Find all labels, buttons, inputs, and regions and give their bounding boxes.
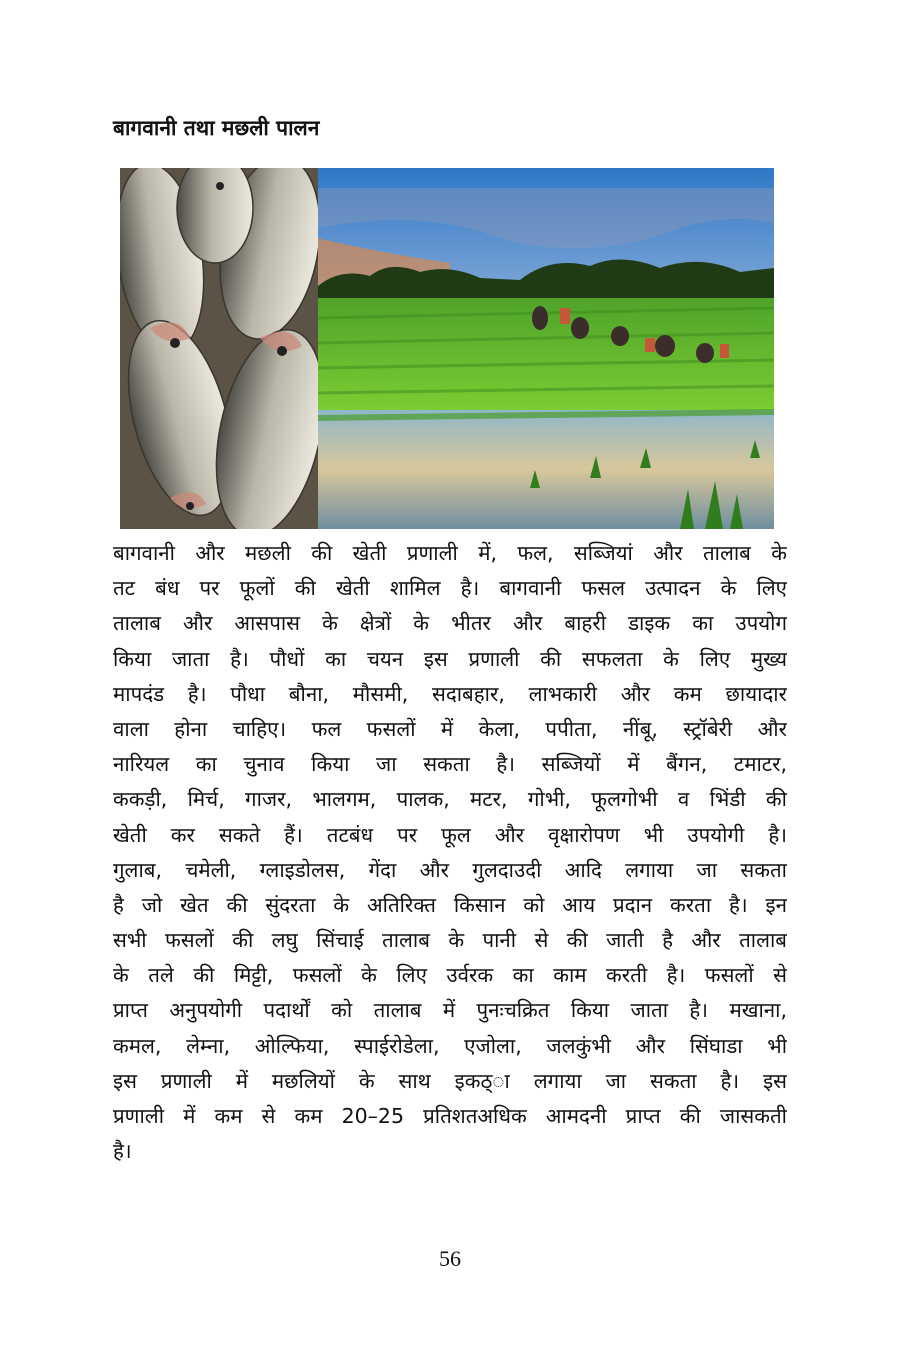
text-line: इस प्रणाली में मछलियों के साथ इकठ्ा लगाया जा सकता है। इस: [113, 1068, 787, 1093]
page-number: 56: [439, 1246, 461, 1271]
text-line: के तले की मिट्टी, फसलों के लिए उर्वरक का काम करती है। फसलों से: [113, 963, 787, 988]
text-line: बागवानी और मछली की खेती प्रणाली में, फल, सब्जियां और तालाब के: [113, 541, 787, 565]
text-line: मापदंड है। पौधा बौना, मौसमी, सदाबहार, लाभकारी और कम छायादार: [113, 681, 787, 706]
paddy-field-panel: [318, 168, 774, 529]
fish-and-paddy-photo: [120, 168, 774, 529]
text-line: किया जाता है। पौधों का चयन इस प्रणाली की सफलता के लिए मुख्य: [113, 646, 787, 671]
text-line: सभी फसलों की लघु सिंचाई तालाब के पानी से की जाती है और तालाब: [113, 928, 787, 953]
text-line: ककड़ी, मिर्च, गाजर, भालगम, पालक, मटर, गोभी, फूलगोभी व भिंडी की: [113, 787, 787, 812]
text-line: है।: [113, 1139, 132, 1164]
text-line: कमल, लेम्ना, ओल्फिया, स्पाईरोडेला, एजोला, जलकुंभी और सिंघाडा भी: [113, 1033, 787, 1058]
text-line: वाला होना चाहिए। फल फसलों में केला, पपीता, नींबू, स्ट्रॉबेरी और: [113, 716, 787, 741]
text-line: प्रणाली में कम से कम 20–25 प्रतिशतअधिक आमदनी प्राप्त की जासकती: [113, 1104, 787, 1128]
text-line: तट बंध पर फूलों की खेती शामिल है। बागवानी फसल उत्पादन के लिए: [113, 576, 787, 601]
text-line: प्राप्त अनुपयोगी पदार्थों को तालाब में पुनःचक्रित किया जाता है। मखाना,: [113, 998, 787, 1023]
text-line: तालाब और आसपास के क्षेत्रों के भीतर और बाहरी डाइक का उपयोग: [113, 611, 787, 636]
section-heading: बागवानी तथा मछली पालन: [113, 116, 320, 140]
text-line: है जो खेत की सुंदरता के अतिरिक्त किसान को आय प्रदान करता है। इन: [113, 892, 787, 917]
text-line: खेती कर सकते हैं। तटबंध पर फूल और वृक्षारोपण भी उपयोगी है।: [113, 822, 787, 847]
text-line: गुलाब, चमेली, ग्लाइडोलस, गेंदा और गुलदाउदी आदि लगाया जा सकता: [113, 857, 787, 882]
text-line: नारियल का चुनाव किया जा सकता है। सब्जियों में बैंगन, टमाटर,: [113, 752, 787, 777]
body-paragraph: [113, 536, 787, 1169]
fish-pile-panel: [120, 168, 341, 529]
